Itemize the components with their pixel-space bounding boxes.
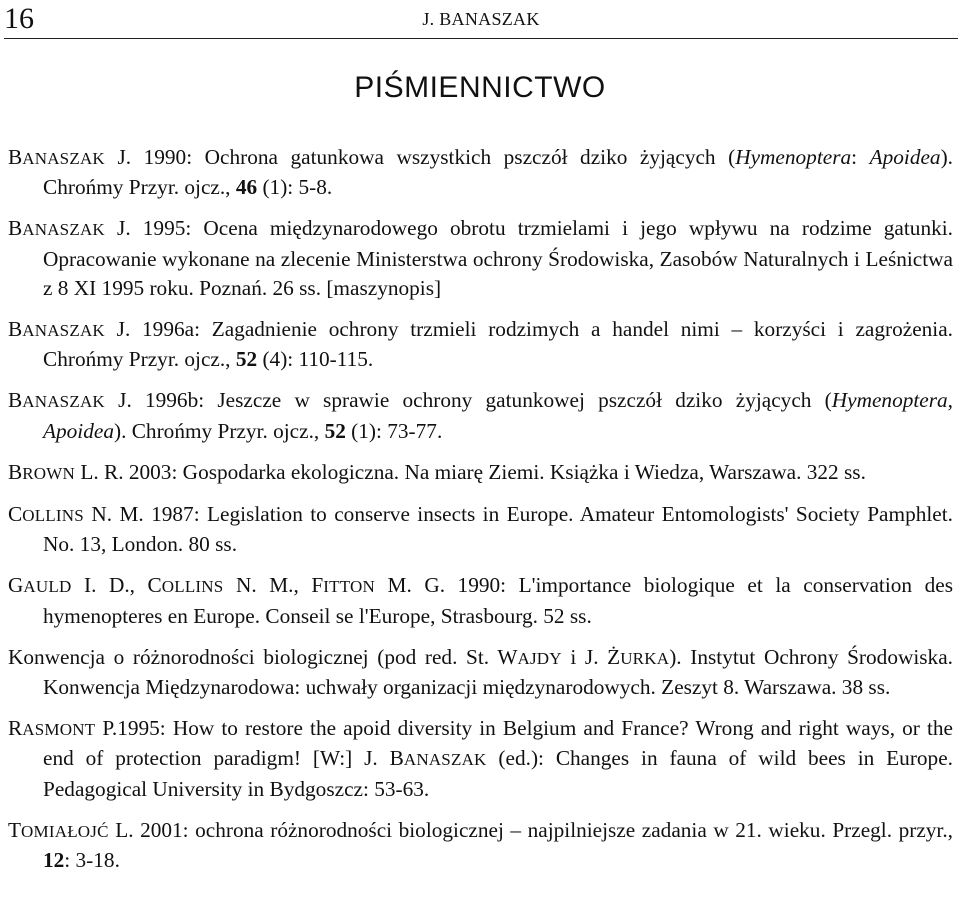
reference-italic: Apoidea (43, 418, 114, 443)
author-initial: G (8, 573, 24, 598)
reference-text: L. 2001: ochrona różnorodności biologicznej – najpilniejsze zadania w 21. wieku. Przegl. przyr., (108, 817, 953, 842)
editor-name: URKA (620, 648, 670, 668)
reference-item (8, 214, 953, 303)
reference-text: J. 1990: Ochrona gatunkowa wszystkich pszczół dziko żyjących ( (104, 145, 736, 169)
editor-name: AJDY (517, 648, 562, 668)
author-initial: B (8, 145, 23, 169)
reference-item (8, 643, 953, 702)
editor-initial: B (389, 746, 404, 771)
author-name: ANASZAK (22, 321, 105, 341)
editor-initial: Ż (607, 644, 621, 669)
running-title: J. BANASZAK (422, 9, 540, 29)
reference-volume: 46 (235, 175, 258, 200)
author-initial: B (8, 388, 23, 413)
author-initial: B (8, 216, 23, 241)
author-name: OLLINS (22, 506, 84, 526)
section-title: PIŚMIENNICTWO (354, 71, 606, 104)
author-name: ASMONT (22, 720, 96, 740)
page-header (4, 0, 958, 40)
author-initial: T (8, 817, 22, 842)
reference-volume: 52 (235, 347, 258, 372)
author-initial: B (8, 459, 23, 484)
reference-text: (1): 73-77. (345, 418, 443, 443)
author-initial: F (311, 573, 324, 598)
reference-text: N. M. 1987: Legislation to conserve insects in Europe. Amateur Entomologists' Society Pamphlet. No. 13, London. 80 ss. (43, 502, 953, 557)
reference-text: P.1995: How to restore the apoid diversity in Belgium and France? Wrong and right ways, or the end of protection paradigm! [W:] J. (43, 716, 953, 771)
author-name: ANASZAK (22, 149, 105, 168)
reference-text: : 3-18. (64, 848, 120, 873)
reference-item (8, 500, 953, 559)
author-name: OMIAŁOJĆ (21, 821, 109, 841)
author-name: OLLINS (161, 577, 224, 597)
reference-italic: Apoidea (869, 145, 941, 169)
author-initial: C (8, 502, 23, 527)
author-name: AULD (23, 577, 72, 597)
author-name: ANASZAK (22, 220, 105, 240)
reference-volume: 52 (324, 418, 346, 443)
header-rule (4, 38, 958, 39)
reference-text: (ed.): Changes in fauna of wild bees in Europe. Pedagogical University in Bydgoszcz: 53-63. (43, 746, 953, 801)
reference-text: (1): 5-8. (257, 175, 333, 200)
reference-item (8, 816, 953, 875)
reference-item (8, 458, 953, 488)
reference-text: ). Chrońmy Przyr. ojcz., (43, 145, 953, 200)
reference-item (8, 143, 953, 202)
reference-text: (4): 110-115. (257, 347, 374, 372)
reference-item (8, 714, 953, 804)
author-name: ANASZAK (22, 392, 105, 412)
reference-text: J. 1996b: Jeszcze w sprawie ochrony gatunkowej pszczół dziko żyjących ( (104, 388, 832, 413)
reference-text: J. 1996a: Zagadnienie ochrony trzmieli rodzimych a handel nimi – korzyści i zagrożenia. Chrońmy Przyr. ojcz., (43, 317, 953, 372)
page-number: 16 (4, 2, 34, 35)
reference-text: I. D., (71, 573, 148, 598)
reference-italic: Hymenoptera (735, 145, 852, 169)
reference-text: N. M., (223, 573, 312, 598)
reference-text: i J. (561, 644, 608, 669)
reference-text: : (851, 145, 870, 169)
editor-initial: W (497, 644, 518, 669)
author-name: ITTON (323, 577, 375, 597)
author-name: ROWN (22, 463, 76, 483)
reference-volume: 12 (43, 848, 65, 873)
author-initial: B (8, 317, 23, 342)
reference-item (8, 386, 953, 445)
author-initial: C (147, 573, 162, 598)
author-initial: R (8, 716, 23, 741)
reference-italic: Hymenoptera (831, 388, 948, 413)
reference-item (8, 315, 953, 374)
reference-text: , (947, 388, 953, 413)
reference-item (8, 571, 953, 630)
reference-text: L. R. 2003: Gospodarka ekologiczna. Na miarę Ziemi. Książka i Wiedza, Warszawa. 322 ss. (75, 459, 866, 484)
editor-name: ANASZAK (403, 750, 487, 770)
reference-text: Konwencja o różnorodności biologicznej (pod red. St. (8, 644, 498, 669)
reference-text: ). Instytut Ochrony Środowiska. Konwencja Międzynarodowa: uchwały organizacji międzynarodowych. Zeszyt 8. Warszawa. 38 ss. (43, 644, 953, 700)
reference-text: J. 1995: Ocena międzynarodowego obrotu trzmielami i jego wpływu na rodzime gatunki. Opracowanie wykonane na zlecenie Ministerstwa ochrony Środowiska, Zasobów Naturalnych i Leśnictwa z 8 XI 1995 roku. Poznań. 26 ss. [maszynopis] (43, 216, 953, 300)
reference-list (8, 143, 953, 887)
reference-text: M. G. 1990: L'importance biologique et la conservation des hymenopteres en Europe. Conseil se l'Europe, Strasbourg. 52 ss. (43, 573, 953, 628)
reference-text: ). Chrońmy Przyr. ojcz., (113, 418, 325, 443)
